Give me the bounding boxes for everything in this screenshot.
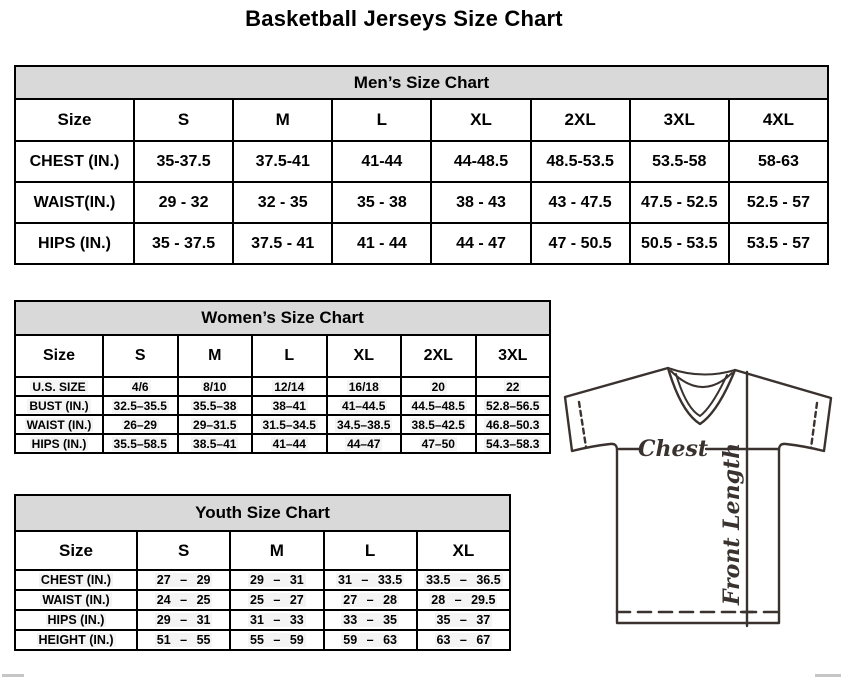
row-label: BUST (IN.) bbox=[15, 396, 103, 415]
cell: 12/14 bbox=[252, 377, 327, 396]
cell: 44–47 bbox=[327, 434, 402, 453]
cell: 4/6 bbox=[103, 377, 178, 396]
cell: 58-63 bbox=[729, 141, 828, 182]
table-row bbox=[15, 141, 828, 182]
left-sleeve-seam-dashed bbox=[579, 402, 586, 447]
youth-size-chart-table bbox=[14, 494, 511, 651]
cell: 52.5 - 57 bbox=[729, 182, 828, 223]
cell: 29 – 31 bbox=[230, 570, 323, 590]
cell: 32.5–35.5 bbox=[103, 396, 178, 415]
cell: 29 – 31 bbox=[137, 610, 230, 630]
cell: 63 – 67 bbox=[417, 630, 510, 650]
cell: 20 bbox=[401, 377, 476, 396]
column-header: M bbox=[230, 531, 323, 570]
cell: 38 - 43 bbox=[431, 182, 530, 223]
row-label: HIPS (IN.) bbox=[15, 223, 134, 264]
table-row bbox=[15, 182, 828, 223]
row-label: WAIST (IN.) bbox=[15, 590, 137, 610]
column-header: L bbox=[252, 335, 327, 377]
cell: 51 – 55 bbox=[137, 630, 230, 650]
womens-size-chart-table bbox=[14, 300, 551, 454]
cell: 41 - 44 bbox=[332, 223, 431, 264]
column-header: Size bbox=[15, 531, 137, 570]
youth-header-row bbox=[15, 531, 510, 570]
collar-rim bbox=[668, 368, 735, 375]
cell: 35 - 37.5 bbox=[134, 223, 233, 264]
right-sleeve-seam-dashed bbox=[811, 403, 817, 448]
cell: 27 – 29 bbox=[137, 570, 230, 590]
page-title: Basketball Jerseys Size Chart bbox=[245, 6, 563, 31]
cell: 29–31.5 bbox=[178, 415, 253, 434]
cell: 41-44 bbox=[332, 141, 431, 182]
cell: 33 – 35 bbox=[324, 610, 417, 630]
jersey-measurement-diagram-icon bbox=[552, 356, 843, 648]
cell: 35.5–38 bbox=[178, 396, 253, 415]
scrollbar-fragment-left[interactable] bbox=[2, 674, 24, 677]
cell: 38.5–41 bbox=[178, 434, 253, 453]
cell: 22 bbox=[476, 377, 551, 396]
row-label: WAIST (IN.) bbox=[15, 415, 103, 434]
cell: 41–44 bbox=[252, 434, 327, 453]
mens-section-title: Men’s Size Chart bbox=[15, 66, 828, 99]
cell: 44-48.5 bbox=[431, 141, 530, 182]
womens-header-row bbox=[15, 335, 550, 377]
cell: 16/18 bbox=[327, 377, 402, 396]
column-header: M bbox=[178, 335, 253, 377]
womens-section-title: Women’s Size Chart bbox=[15, 301, 550, 335]
cell: 37.5 - 41 bbox=[233, 223, 332, 264]
cell: 59 – 63 bbox=[324, 630, 417, 650]
table-row bbox=[15, 396, 550, 415]
cell: 32 - 35 bbox=[233, 182, 332, 223]
cell: 47.5 - 52.5 bbox=[630, 182, 729, 223]
column-header: M bbox=[233, 99, 332, 141]
cell: 35 – 37 bbox=[417, 610, 510, 630]
row-label: U.S. SIZE bbox=[15, 377, 103, 396]
cell: 35 - 38 bbox=[332, 182, 431, 223]
cell: 35.5–58.5 bbox=[103, 434, 178, 453]
cell: 47–50 bbox=[401, 434, 476, 453]
row-label: HIPS (IN.) bbox=[15, 610, 137, 630]
scrollbar-fragment-right[interactable] bbox=[815, 674, 841, 677]
column-header: Size bbox=[15, 335, 103, 377]
cell: 31 – 33 bbox=[230, 610, 323, 630]
cell: 29 - 32 bbox=[134, 182, 233, 223]
column-header: 3XL bbox=[630, 99, 729, 141]
cell: 31 – 33.5 bbox=[324, 570, 417, 590]
cell: 27 – 28 bbox=[324, 590, 417, 610]
row-label: HIPS (IN.) bbox=[15, 434, 103, 453]
cell: 28 – 29.5 bbox=[417, 590, 510, 610]
front-length-label: Front Length bbox=[719, 442, 745, 606]
cell: 52.8–56.5 bbox=[476, 396, 551, 415]
table-row bbox=[15, 434, 550, 453]
column-header: S bbox=[134, 99, 233, 141]
cell: 38.5–42.5 bbox=[401, 415, 476, 434]
column-header: 2XL bbox=[401, 335, 476, 377]
cell: 44 - 47 bbox=[431, 223, 530, 264]
cell: 43 - 47.5 bbox=[531, 182, 630, 223]
table-row bbox=[15, 590, 510, 610]
cell: 35-37.5 bbox=[134, 141, 233, 182]
column-header: XL bbox=[431, 99, 530, 141]
cell: 24 – 25 bbox=[137, 590, 230, 610]
row-label: CHEST (IN.) bbox=[15, 141, 134, 182]
table-row bbox=[15, 610, 510, 630]
mens-size-chart-table bbox=[14, 65, 829, 265]
cell: 44.5–48.5 bbox=[401, 396, 476, 415]
cell: 33.5 – 36.5 bbox=[417, 570, 510, 590]
jersey-outline bbox=[565, 368, 831, 623]
table-row bbox=[15, 570, 510, 590]
cell: 8/10 bbox=[178, 377, 253, 396]
column-header: 2XL bbox=[531, 99, 630, 141]
column-header: S bbox=[103, 335, 178, 377]
table-row bbox=[15, 415, 550, 434]
row-label: WAIST(IN.) bbox=[15, 182, 134, 223]
column-header: XL bbox=[417, 531, 510, 570]
youth-section-title: Youth Size Chart bbox=[15, 495, 510, 531]
table-row bbox=[15, 630, 510, 650]
cell: 25 – 27 bbox=[230, 590, 323, 610]
table-row bbox=[15, 223, 828, 264]
cell: 47 - 50.5 bbox=[531, 223, 630, 264]
column-header: 4XL bbox=[729, 99, 828, 141]
cell: 31.5–34.5 bbox=[252, 415, 327, 434]
column-header: S bbox=[137, 531, 230, 570]
cell: 48.5-53.5 bbox=[531, 141, 630, 182]
chest-label: Chest bbox=[637, 436, 709, 462]
mens-header-row bbox=[15, 99, 828, 141]
column-header: Size bbox=[15, 99, 134, 141]
cell: 41–44.5 bbox=[327, 396, 402, 415]
cell: 46.8–50.3 bbox=[476, 415, 551, 434]
cell: 38–41 bbox=[252, 396, 327, 415]
cell: 34.5–38.5 bbox=[327, 415, 402, 434]
column-header: L bbox=[332, 99, 431, 141]
row-label: HEIGHT (IN.) bbox=[15, 630, 137, 650]
cell: 50.5 - 53.5 bbox=[630, 223, 729, 264]
row-label: CHEST (IN.) bbox=[15, 570, 137, 590]
column-header: XL bbox=[327, 335, 402, 377]
cell: 55 – 59 bbox=[230, 630, 323, 650]
column-header: 3XL bbox=[476, 335, 551, 377]
cell: 37.5-41 bbox=[233, 141, 332, 182]
table-row bbox=[15, 377, 550, 396]
cell: 26–29 bbox=[103, 415, 178, 434]
cell: 54.3–58.3 bbox=[476, 434, 551, 453]
cell: 53.5-58 bbox=[630, 141, 729, 182]
column-header: L bbox=[324, 531, 417, 570]
cell: 53.5 - 57 bbox=[729, 223, 828, 264]
